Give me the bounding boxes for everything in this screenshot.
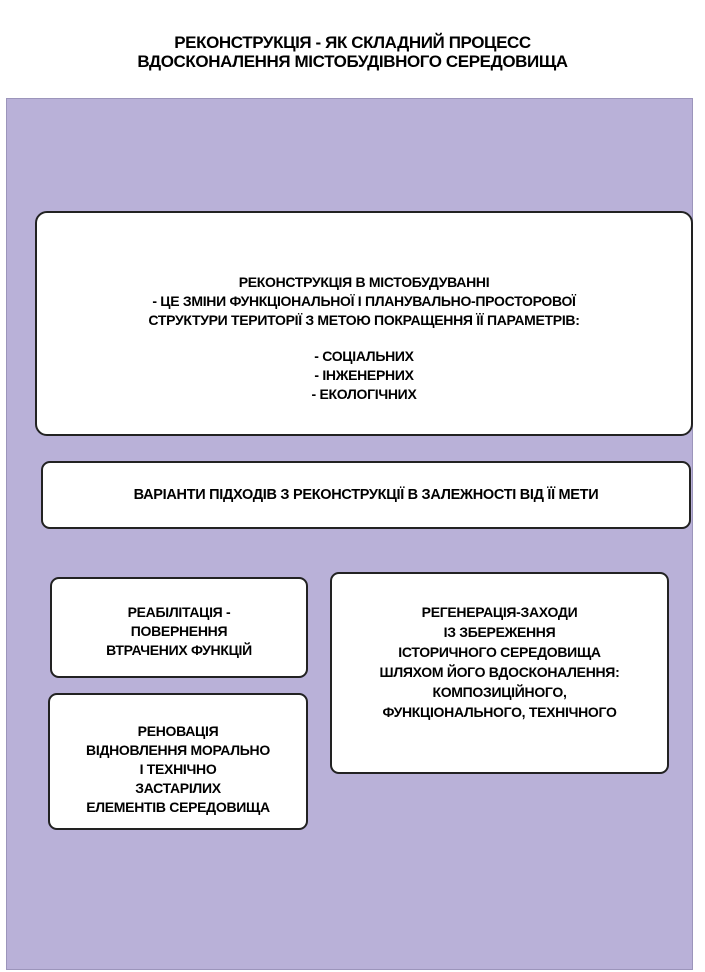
definition-box	[35, 211, 693, 436]
regeneration-box	[330, 572, 669, 774]
regeneration-line-4: ШЛЯХОМ ЙОГО ВДОСКОНАЛЕННЯ:	[379, 664, 620, 680]
regeneration-line-1: РЕГЕНЕРАЦІЯ-ЗАХОДИ	[421, 604, 578, 620]
regeneration-line-3: ІСТОРИЧНОГО СЕРЕДОВИЩА	[398, 644, 601, 660]
definition-item-ecological: - ЕКОЛОГІЧНИХ	[311, 386, 417, 402]
variants-box	[41, 461, 691, 529]
title-line-2: ВДОСКОНАЛЕННЯ МІСТОБУДІВНОГО СЕРЕДОВИЩА	[137, 52, 568, 71]
regeneration-line-5: КОМПОЗИЦІЙНОГО,	[432, 684, 567, 700]
rehabilitation-line-3: ВТРАЧЕНИХ ФУНКЦІЙ	[106, 642, 252, 658]
renovation-line-4: ЗАСТАРІЛИХ	[135, 780, 221, 796]
rehabilitation-line-1: РЕАБІЛІТАЦІЯ -	[127, 604, 231, 620]
rehabilitation-box	[50, 577, 308, 678]
title-line-1: РЕКОНСТРУКЦІЯ - ЯК СКЛАДНИЙ ПРОЦЕСС	[174, 33, 531, 52]
definition-line-1: РЕКОНСТРУКЦІЯ В МІСТОБУДУВАННІ	[238, 274, 490, 290]
renovation-box	[48, 693, 308, 830]
renovation-line-1: РЕНОВАЦІЯ	[137, 723, 219, 739]
rehabilitation-line-2: ПОВЕРНЕННЯ	[130, 623, 228, 639]
definition-line-2: - ЦЕ ЗМІНИ ФУНКЦІОНАЛЬНОЇ І ПЛАНУВАЛЬНО-ПРОСТОРОВОЇ	[152, 293, 576, 309]
regeneration-line-2: ІЗ ЗБЕРЕЖЕННЯ	[443, 624, 556, 640]
variants-label: ВАРІАНТИ ПІДХОДІВ З РЕКОНСТРУКЦІЇ В ЗАЛЕЖНОСТІ ВІД ЇЇ МЕТИ	[133, 487, 599, 503]
definition-line-3: СТРУКТУРИ ТЕРИТОРІЇ З МЕТОЮ ПОКРАЩЕННЯ ЇЇ ПАРАМЕТРІВ:	[148, 312, 580, 328]
diagram-title	[0, 33, 705, 71]
renovation-line-2: ВІДНОВЛЕННЯ МОРАЛЬНО	[86, 742, 270, 758]
definition-item-social: - СОЦІАЛЬНИХ	[314, 348, 414, 364]
definition-item-engineering: - ІНЖЕНЕРНИХ	[314, 367, 414, 383]
renovation-line-5: ЕЛЕМЕНТІВ СЕРЕДОВИЩА	[86, 799, 270, 815]
definition-spacer	[37, 330, 691, 347]
renovation-line-3: І ТЕХНІЧНО	[139, 761, 217, 777]
regeneration-line-6: ФУНКЦІОНАЛЬНОГО, ТЕХНІЧНОГО	[382, 704, 617, 720]
